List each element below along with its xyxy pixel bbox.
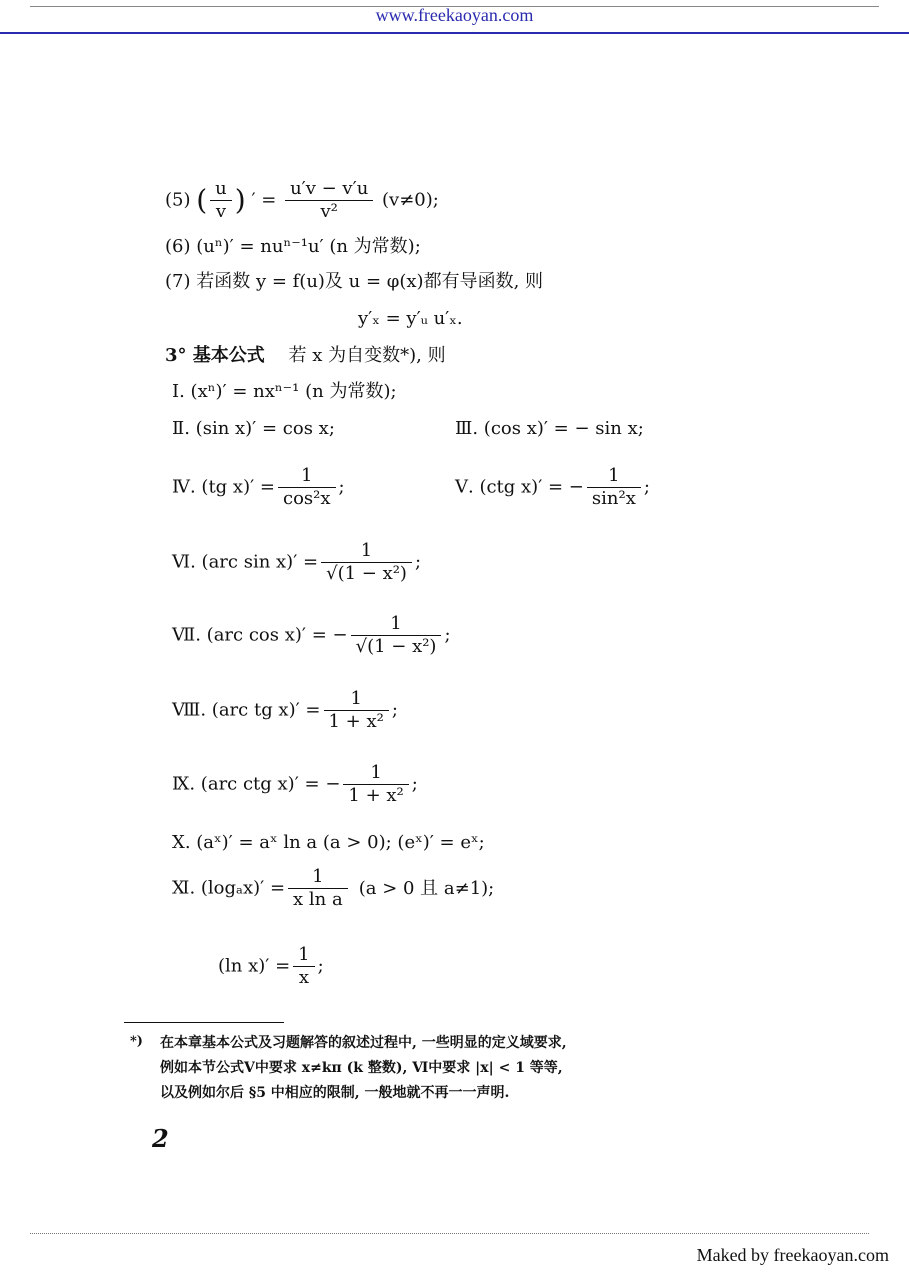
footnote-rule: [124, 1022, 284, 1023]
footnote-line-3: 以及例如尔后 §5 中相应的限制, 一般地就不再一一声明.: [160, 1085, 510, 1101]
rule-5-uv-fraction: $\frac{u}{v}$: [210, 178, 232, 223]
footnote-line-1: 在本章基本公式及习题解答的叙述过程中, 一些明显的定义域要求,: [160, 1035, 567, 1051]
formula-4: Ⅳ. (tg x)′ = $\frac{1}{\text{cos²x}}$ ;: [172, 465, 345, 509]
formula-2: Ⅱ. (sin x)′ = cos x;: [172, 418, 335, 439]
section-title: 3° 基本公式: [165, 345, 265, 366]
formula-8: Ⅷ. (arc tg x)′ = $\frac{1}{\text{1 + x²}}$ ;: [172, 688, 398, 732]
formula-7: Ⅶ. (arc cos x)′ = − $\frac{1}{\text{√(1 − x²)}}$ ;: [172, 613, 451, 657]
section-heading: [165, 345, 446, 367]
bottom-rule: [30, 1233, 869, 1234]
formula-3: Ⅲ. (cos x)′ = − sin x;: [455, 418, 644, 439]
footnote-mark: *): [130, 1034, 143, 1049]
formula-12: (ln x)′ = $\frac{1}{x}$ ;: [218, 944, 324, 988]
formula-10: Ⅹ. (aˣ)′ = aˣ ln a (a > 0); (eˣ)′ = eˣ;: [172, 832, 485, 853]
page-number: 2: [152, 1124, 169, 1153]
rule-7-formula: y′ₓ = y′ᵤ u′ₓ.: [358, 308, 463, 329]
footnote-line-2: 例如本节公式Ⅴ中要求 x≠kπ (k 整数), Ⅵ中要求 |x| < 1 等等,: [160, 1060, 563, 1076]
section-text: 若 x 为自变数*), 则: [288, 345, 446, 366]
rule-6: (6) (uⁿ)′ = nuⁿ⁻¹u′ (n 为常数);: [165, 236, 421, 257]
formula-6: Ⅵ. (arc sin x)′ = $\frac{1}{\text{√(1 − x²)}}$ ;: [172, 540, 422, 584]
rule-5: (5) ( $\frac{u}{v}$ ) ′ = $\frac{u'v - v'u}{\text{v²}}$ (v≠0);: [165, 178, 439, 222]
formula-1: Ⅰ. (xⁿ)′ = nxⁿ⁻¹ (n 为常数);: [172, 381, 397, 402]
site-header: www.freekaoyan.com: [375, 5, 534, 25]
header-rule: [0, 32, 909, 34]
formula-11: Ⅺ. (logₐx)′ = $\frac{1}{\text{x ln a}}$ (a > 0 且 a≠1);: [172, 866, 495, 910]
formula-5: Ⅴ. (ctg x)′ = − $\frac{1}{\text{sin²x}}$ ;: [455, 465, 650, 509]
formula-9: Ⅸ. (arc ctg x)′ = − $\frac{1}{\text{1 + x²}}$ ;: [172, 762, 418, 806]
rule-7: (7) 若函数 y = f(u)及 u = φ(x)都有导函数, 则: [165, 271, 544, 292]
footer-credit: Maked by freekaoyan.com: [696, 1245, 889, 1265]
rule-5-fraction: $\frac{u'v - v'u}{\text{v²}}$: [285, 178, 373, 223]
